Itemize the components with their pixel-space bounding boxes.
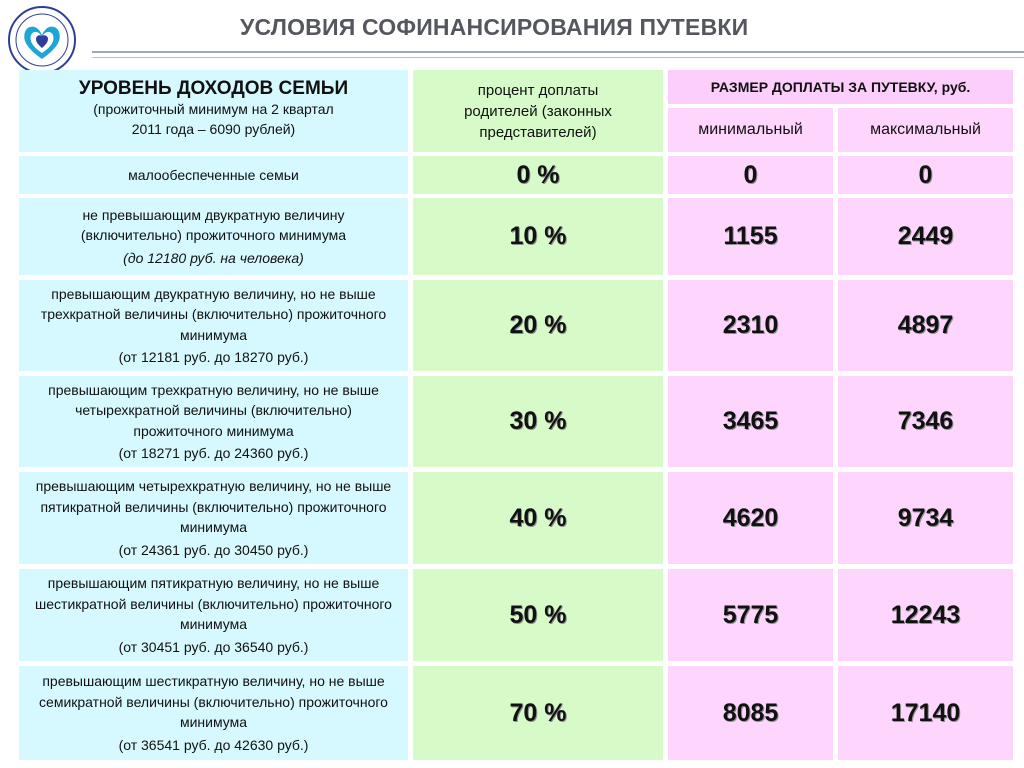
header-income-subtitle: (прожиточный минимум на 2 квартал 2011 года – 6090 рублей) xyxy=(93,100,334,137)
row-desc-text: превышающим шестикратную величину, но не выше семикратной величины (включительно) прожиточного минимума xyxy=(39,673,388,730)
row-desc-note: (от 12181 руб. до 18270 руб.) xyxy=(118,349,309,365)
row-desc-note: (от 36541 руб. до 42630 руб.) xyxy=(118,736,309,753)
row-min xyxy=(668,569,833,661)
header-income-title: УРОВЕНЬ ДОХОДОВ СЕМЬИ xyxy=(78,77,349,99)
logo xyxy=(0,3,84,75)
row-max-value: 9734 xyxy=(897,503,954,532)
header-min xyxy=(668,108,833,152)
row-desc xyxy=(19,156,408,194)
row-percent-value: 20 % xyxy=(509,311,567,339)
row-min xyxy=(668,156,833,194)
row-desc-text: превышающим пятикратную величину, но не выше шестикратной величины (включительно) прожиточного минимума xyxy=(35,575,392,632)
row-percent xyxy=(413,472,663,564)
row-min xyxy=(668,280,833,371)
row-desc-text: превышающим трехкратную величину, но не выше четырехкратной величины (включительно) прожиточного минимума xyxy=(48,381,379,439)
header-payment-label: РАЗМЕР ДОПЛАТЫ ЗА ПУТЕВКУ, руб. xyxy=(710,79,971,95)
row-desc-text: превышающим двукратную величину, но не выше трехкратной величины (включительно) прожиточного минимума xyxy=(40,285,387,343)
row-min xyxy=(668,666,833,760)
row-percent xyxy=(413,280,663,371)
row-max-value: 0 xyxy=(918,160,933,189)
row-percent xyxy=(413,376,663,467)
header-min-label: минимальный xyxy=(698,121,803,138)
row-desc-text: превышающим четырехкратную величину, но не выше пятикратной величины (включительно) прожиточного минимума xyxy=(35,478,392,535)
page-title: УСЛОВИЯ СОФИНАНСИРОВАНИЯ ПУТЕВКИ xyxy=(240,14,749,40)
row-min-value: 0 xyxy=(743,160,758,189)
row-max xyxy=(838,156,1013,194)
row-min-value: 2310 xyxy=(722,311,779,339)
row-desc xyxy=(19,280,408,371)
header-percent xyxy=(413,70,663,152)
row-desc xyxy=(19,472,408,564)
row-min xyxy=(668,198,833,275)
row-min xyxy=(668,376,833,467)
header-max xyxy=(838,108,1013,152)
title-divider-thin xyxy=(92,57,1024,58)
row-max xyxy=(838,198,1013,275)
row-desc-note: (от 30451 руб. до 36540 руб.) xyxy=(118,638,309,655)
row-desc xyxy=(19,569,408,661)
row-desc-note: (до 12180 руб. на человека) xyxy=(123,249,304,266)
row-percent-value: 0 % xyxy=(516,160,560,189)
row-desc-note: (от 24361 руб. до 30450 руб.) xyxy=(118,541,309,558)
row-percent xyxy=(413,666,663,760)
row-min-value: 5775 xyxy=(722,600,779,629)
header-max-label: максимальный xyxy=(870,121,981,138)
title-divider xyxy=(92,51,1024,53)
row-max xyxy=(838,569,1013,661)
row-min-value: 1155 xyxy=(723,222,778,250)
row-percent-value: 50 % xyxy=(509,600,567,629)
header-income-level xyxy=(19,70,408,152)
row-desc xyxy=(19,666,408,760)
row-desc-note: (от 18271 руб. до 24360 руб.) xyxy=(118,445,309,461)
row-percent-value: 10 % xyxy=(509,222,567,250)
row-min-value: 3465 xyxy=(722,407,779,435)
row-desc xyxy=(19,376,408,467)
row-percent-value: 40 % xyxy=(509,503,567,532)
row-max xyxy=(838,666,1013,760)
row-percent-value: 70 % xyxy=(509,698,567,727)
row-percent xyxy=(413,156,663,194)
row-percent xyxy=(413,569,663,661)
row-min-value: 4620 xyxy=(722,503,779,532)
row-max-value: 7346 xyxy=(897,407,954,435)
row-desc-text: не превышающим двукратную величину (включительно) прожиточного минимума xyxy=(80,206,347,244)
row-desc xyxy=(19,198,408,275)
row-percent-value: 30 % xyxy=(509,407,567,435)
row-min xyxy=(668,472,833,564)
row-desc-text: малообеспеченные семьи xyxy=(128,166,299,183)
row-max xyxy=(838,472,1013,564)
header-payment-size xyxy=(668,70,1013,104)
row-max xyxy=(838,376,1013,467)
row-max-value: 12243 xyxy=(890,600,961,629)
row-max-value: 2449 xyxy=(897,222,954,250)
row-percent xyxy=(413,198,663,275)
row-max xyxy=(838,280,1013,371)
header-percent-label: процент доплаты родителей (законных представителей) xyxy=(464,81,612,141)
row-max-value: 4897 xyxy=(897,311,954,339)
row-min-value: 8085 xyxy=(722,698,779,727)
heart-hands-logo-icon xyxy=(0,3,84,75)
row-max-value: 17140 xyxy=(890,698,961,727)
